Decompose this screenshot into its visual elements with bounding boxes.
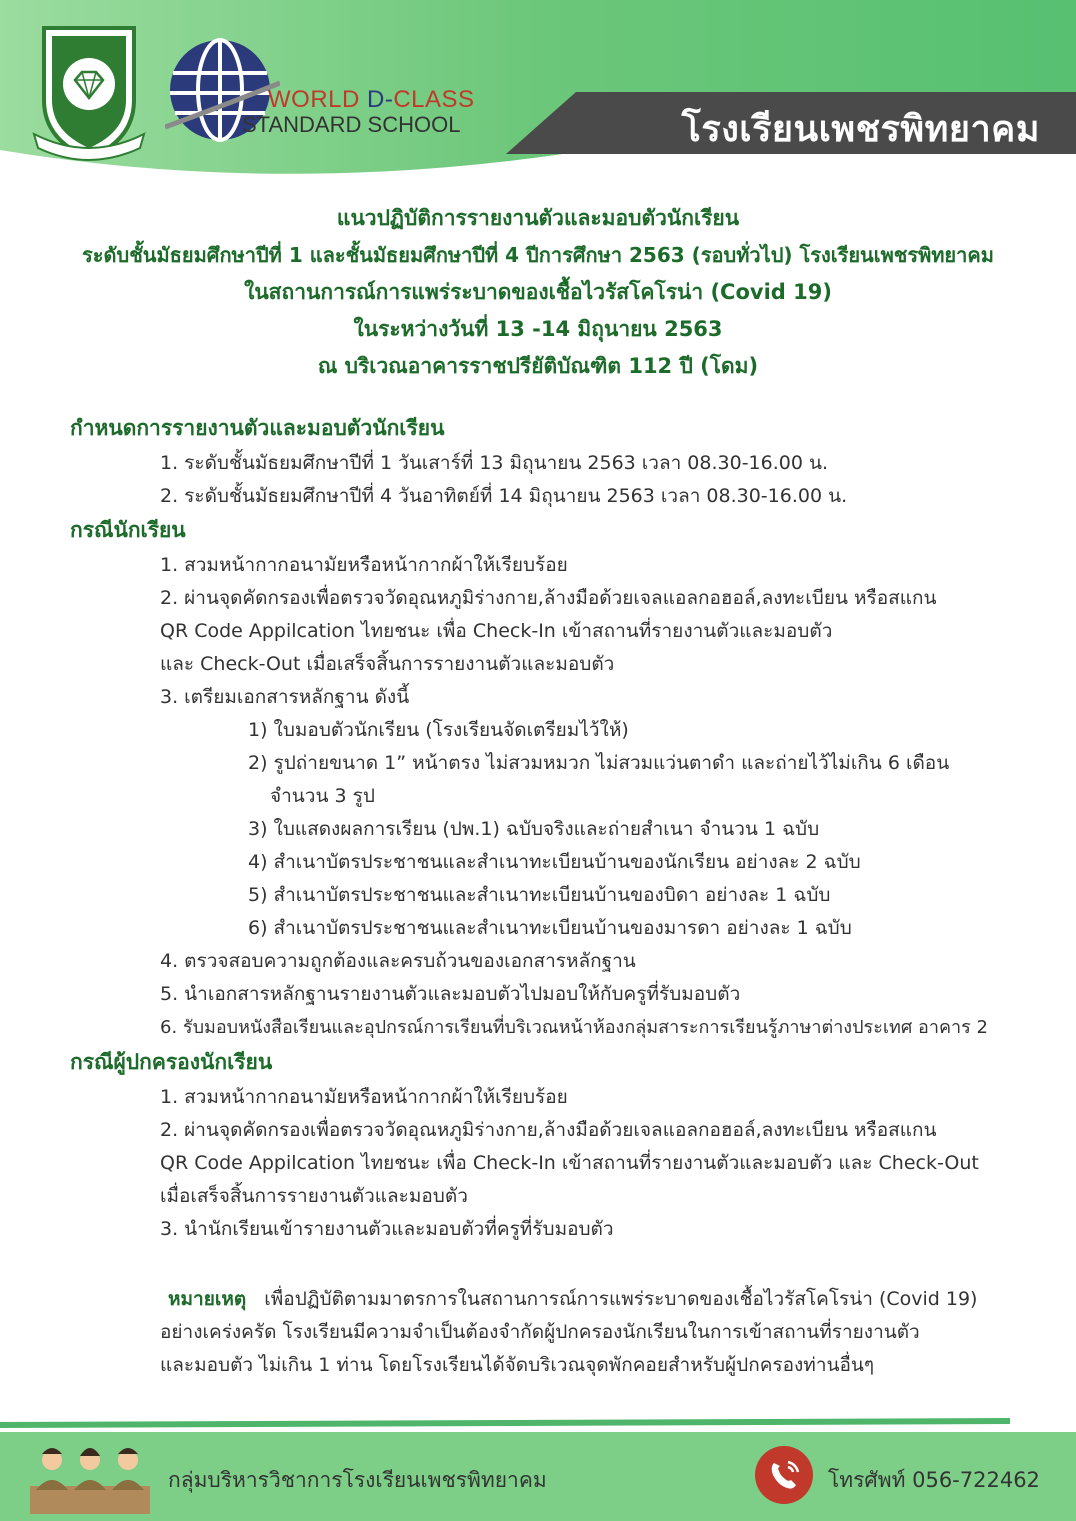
document-title bbox=[0, 200, 1076, 385]
people-icon bbox=[30, 1434, 150, 1514]
schedule-item: 2. ระดับชั้นมัธยมศึกษาปีที่ 4 วันอาทิตย์ที่ 14 มิถุนายน 2563 เวลา 08.30-16.00 น. bbox=[160, 485, 848, 507]
schedule-item: 1. ระดับชั้นมัธยมศึกษาปีที่ 1 วันเสาร์ที่ 13 มิถุนายน 2563 เวลา 08.30-16.00 น. bbox=[160, 452, 829, 474]
schedule-heading: กำหนดการรายงานตัวและมอบตัวนักเรียน bbox=[70, 416, 445, 440]
student-line: QR Code Appilcation ไทยชนะ เพื่อ Check-In เข้าสถานที่รายงานตัวและมอบตัว bbox=[160, 620, 833, 642]
note-line-1 bbox=[168, 1284, 977, 1314]
document-item: 1) ใบมอบตัวนักเรียน (โรงเรียนจัดเตรียมไว้ให้) bbox=[248, 719, 629, 741]
student-line: 1. สวมหน้ากากอนามัยหรือหน้ากากผ้าให้เรียบร้อย bbox=[160, 554, 568, 576]
parents-heading: กรณีผู้ปกครองนักเรียน bbox=[70, 1050, 273, 1074]
parent-line: QR Code Appilcation ไทยชนะ เพื่อ Check-In เข้าสถานที่รายงานตัวและมอบตัว และ Check-Out bbox=[160, 1152, 979, 1174]
note-line-2: อย่างเคร่งครัด โรงเรียนมีความจำเป็นต้องจำกัดผู้ปกครองนักเรียนในการเข้าสถานที่รายงานตัว bbox=[160, 1321, 920, 1343]
parent-line: 1. สวมหน้ากากอนามัยหรือหน้ากากผ้าให้เรียบร้อย bbox=[160, 1086, 568, 1108]
students-heading: กรณีนักเรียน bbox=[70, 518, 186, 542]
student-line: 4. ตรวจสอบความถูกต้องและครบถ้วนของเอกสารหลักฐาน bbox=[160, 950, 636, 972]
document-item: จำนวน 3 รูป bbox=[270, 785, 375, 807]
document-item: 4) สำเนาบัตรประชาชนและสำเนาทะเบียนบ้านของนักเรียน อย่างละ 2 ฉบับ bbox=[248, 851, 861, 873]
wcs-class-text: CLASS bbox=[393, 86, 475, 113]
document-item: 3) ใบแสดงผลการเรียน (ปพ.1) ฉบับจริงและถ่ายสำเนา จำนวน 1 ฉบับ bbox=[248, 818, 820, 840]
wcs-school-text: SCHOOL bbox=[367, 112, 461, 137]
world-class-standard-school-logo: WORLD D-CLASS STANDARD SCHOOL bbox=[242, 86, 475, 137]
parent-line: เมื่อเสร็จสิ้นการรายงานตัวและมอบตัว bbox=[160, 1185, 468, 1207]
wcs-world-text: WORLD bbox=[268, 86, 360, 113]
wcs-standard-text: STANDARD bbox=[242, 112, 362, 137]
note-label: หมายเหตุ bbox=[168, 1288, 247, 1310]
student-line: 2. ผ่านจุดคัดกรองเพื่อตรวจวัดอุณหภูมิร่างกาย,ล้างมือด้วยเจลแอลกอฮอล์,ลงทะเบียน หรือสแกน bbox=[160, 587, 937, 609]
title-line-4: ในระหว่างวันที่ 13 -14 มิถุนายน 2563 bbox=[353, 317, 723, 341]
footer-banner bbox=[0, 1418, 1076, 1521]
phone-icon bbox=[754, 1445, 814, 1505]
student-line: 6. รับมอบหนังสือเรียนและอุปกรณ์การเรียนที่บริเวณหน้าห้องกลุ่มสาระการเรียนรู้ภาษาต่างประเทศ อาคาร 2 bbox=[160, 1017, 988, 1038]
school-name: โรงเรียนเพชรพิทยาคม bbox=[681, 109, 1040, 150]
student-line: 5. นำเอกสารหลักฐานรายงานตัวและมอบตัวไปมอบให้กับครูที่รับมอบตัว bbox=[160, 983, 741, 1005]
note-line-3: และมอบตัว ไม่เกิน 1 ท่าน โดยโรงเรียนได้จัดบริเวณจุดพักคอยสำหรับผู้ปกครองท่านอื่นๆ bbox=[160, 1354, 875, 1376]
document-item: 6) สำเนาบัตรประชาชนและสำเนาทะเบียนบ้านของมารดา อย่างละ 1 ฉบับ bbox=[248, 917, 852, 939]
footer-phone: โทรศัพท์ 056-722462 bbox=[828, 1468, 1040, 1492]
title-line-1: แนวปฏิบัติการรายงานตัวและมอบตัวนักเรียน bbox=[336, 206, 740, 230]
parent-line: 3. นำนักเรียนเข้ารายงานตัวและมอบตัวที่ครูที่รับมอบตัว bbox=[160, 1218, 614, 1240]
document-item: 2) รูปถ่ายขนาด 1” หน้าตรง ไม่สวมหมวก ไม่สวมแว่นตาดำ และถ่ายไว้ไม่เกิน 6 เดือน bbox=[248, 752, 950, 774]
school-crest-logo bbox=[30, 22, 148, 162]
document-item: 5) สำเนาบัตรประชาชนและสำเนาทะเบียนบ้านของบิดา อย่างละ 1 ฉบับ bbox=[248, 884, 831, 906]
title-line-2: ระดับชั้นมัธยมศึกษาปีที่ 1 และชั้นมัธยมศึกษาปีที่ 4 ปีการศึกษา 2563 (รอบทั่วไป) โรงเรียนเพชรพิทยาคม bbox=[82, 243, 994, 267]
note-text: เพื่อปฏิบัติตามมาตรการในสถานการณ์การแพร่ระบาดของเชื้อไวรัสโคโรน่า (Covid 19) bbox=[264, 1288, 978, 1310]
title-line-3: ในสถานการณ์การแพร่ระบาดของเชื้อไวรัสโคโรน่า (Covid 19) bbox=[244, 280, 832, 304]
parent-line: 2. ผ่านจุดคัดกรองเพื่อตรวจวัดอุณหภูมิร่างกาย,ล้างมือด้วยเจลแอลกอฮอล์,ลงทะเบียน หรือสแกน bbox=[160, 1119, 937, 1141]
student-line: และ Check-Out เมื่อเสร็จสิ้นการรายงานตัวและมอบตัว bbox=[160, 653, 615, 675]
title-line-5: ณ บริเวณอาคารราชปรียัติบัณฑิต 112 ปี (โดม) bbox=[317, 354, 759, 378]
student-line: 3. เตรียมเอกสารหลักฐาน ดังนี้ bbox=[160, 686, 410, 708]
header-banner bbox=[0, 0, 1076, 185]
footer-department: กลุ่มบริหารวิชาการโรงเรียนเพชรพิทยาคม bbox=[168, 1468, 547, 1492]
